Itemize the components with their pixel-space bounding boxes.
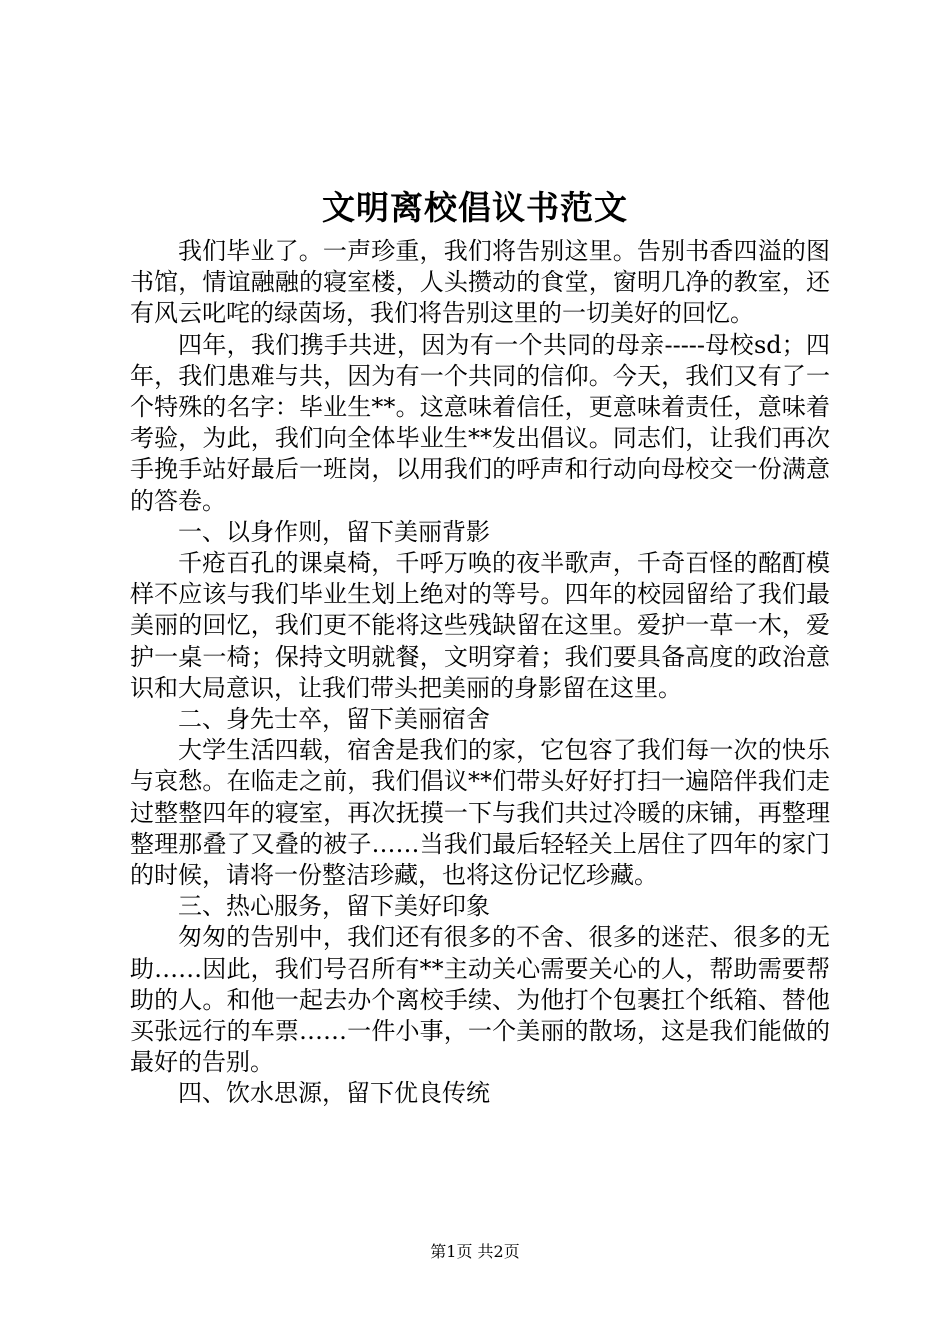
page-footer: 第1页 共2页 [430,1242,520,1261]
paragraph: 千疮百孔的课桌椅，千呼万唤的夜半歌声，千奇百怪的酩酊模样不应该与我们毕业生划上绝对的等号。四年的校园留给了我们最美丽的回忆，我们更不能将这些残缺留在这里。爱护一草一木，爱护一桌一椅；保持文明就餐，文明穿着；我们要具备高度的政治意识和大局意识，让我们带头把美丽的身影留在这里。 [130,549,830,702]
section-heading: 一、以身作则，留下美丽背影 [178,517,490,546]
document-title: 文明离校倡议书范文 [322,188,628,227]
section-heading: 四、饮水思源，留下优良传统 [178,1079,490,1108]
document-body [130,236,830,1110]
paragraph: 四年，我们携手共进，因为有一个共同的母亲-----母校sd；四年，我们患难与共，因为有一个共同的信仰。今天，我们又有了一个特殊的名字：毕业生**。这意味着信任，更意味着责任，意味着考验，为此，我们向全体毕业生**发出倡议。同志们，让我们再次手挽手站好最后一班岗，以用我们的呼声和行动向母校交一份满意的答卷。 [130,330,830,515]
paragraph: 大学生活四载，宿舍是我们的家，它包容了我们每一次的快乐与哀愁。在临走之前，我们倡议**们带头好好打扫一遍陪伴我们走过整整四年的寝室，再次抚摸一下与我们共过冷暖的床铺，再整理整理那叠了又叠的被子……当我们最后轻轻关上居住了四年的家门的时候，请将一份整洁珍藏，也将这份记忆珍藏。 [130,736,830,890]
paragraph: 匆匆的告别中，我们还有很多的不舍、很多的迷茫、很多的无助……因此，我们号召所有**主动关心需要关心的人，帮助需要帮助的人。和他一起去办个离校手续、为他打个包裹扛个纸箱、替他买张远行的车票……一件小事，一个美丽的散场，这是我们能做的最好的告别。 [130,923,830,1077]
paragraph: 我们毕业了。一声珍重，我们将告别这里。告别书香四溢的图书馆，情谊融融的寝室楼，人头攒动的食堂，窗明几净的教室，还有风云叱咤的绿茵场，我们将告别这里的一切美好的回忆。 [130,237,830,328]
section-heading: 二、身先士卒，留下美丽宿舍 [178,705,490,734]
section-heading: 三、热心服务，留下美好印象 [178,892,490,921]
